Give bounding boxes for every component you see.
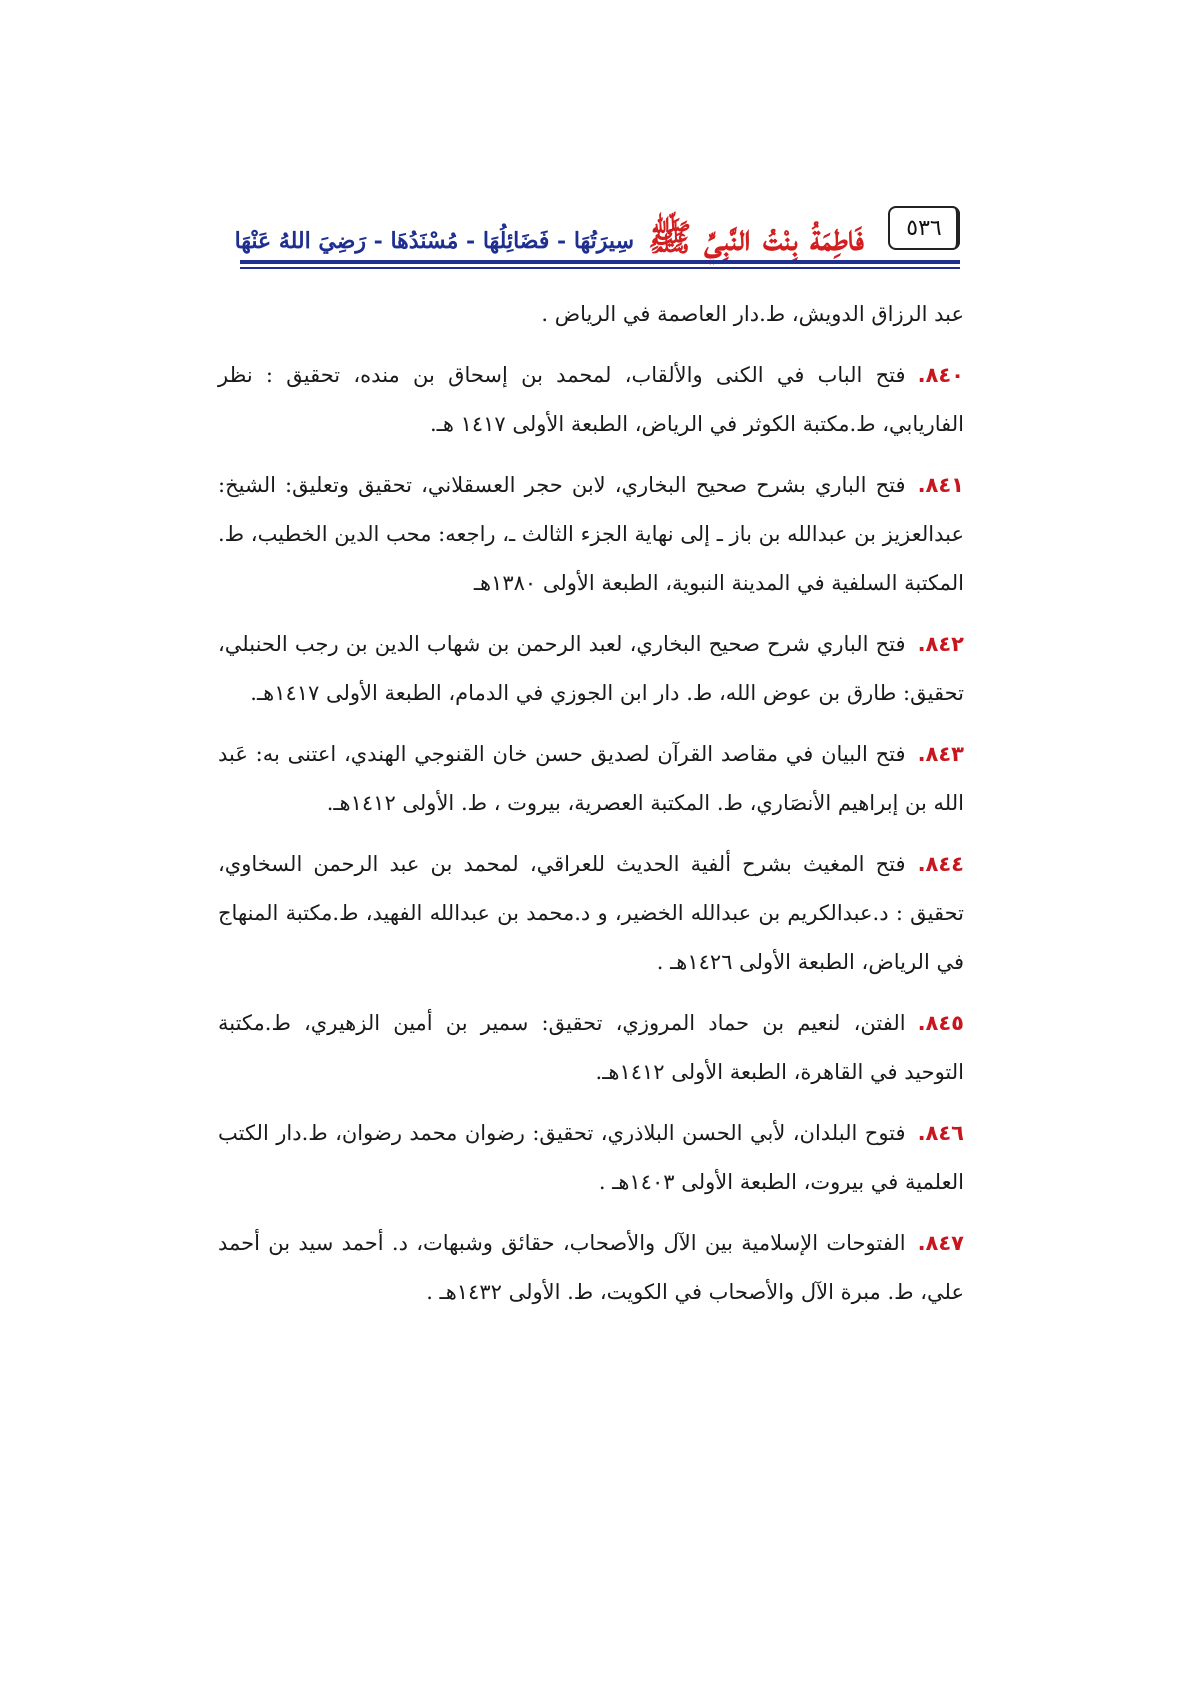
bibliography-entry <box>218 1109 964 1207</box>
bibliography-entry <box>218 351 964 449</box>
entry-text: فتح البيان في مقاصد القرآن لصديق حسن خان القنوجي الهندي، اعتنى به: عَبد الله بن إبراهيم الأنصَاري، ط. المكتبة العصرية، بيروت ، ط. الأولى ١٤١٢هـ. <box>218 742 964 815</box>
header-rule <box>240 260 960 264</box>
entry-number: ٨٤٠. <box>917 363 964 387</box>
running-title <box>234 198 864 259</box>
entry-number: ٨٤٢. <box>917 632 964 656</box>
book-title: فَاطِمَةُ بِنْتُ النَّبِيِّ ﷺ <box>648 217 864 259</box>
bibliography-entry <box>218 840 964 987</box>
bibliography-entry <box>218 461 964 608</box>
header-rule-thin <box>240 267 960 269</box>
entry-text: فتوح البلدان، لأبي الحسن البلاذري، تحقيق: رضوان محمد رضوان، ط.دار الكتب العلمية في بيروت، الطبعة الأولى ١٤٠٣هـ . <box>218 1121 964 1194</box>
bibliography-entry <box>218 730 964 828</box>
entry-number: ٨٤٥. <box>917 1011 964 1035</box>
bibliography-entry <box>218 999 964 1097</box>
entry-number: ٨٤٣. <box>917 742 964 766</box>
entry-text: الفتوحات الإسلامية بين الآل والأصحاب، حقائق وشبهات، د. أحمد سيد بن أحمد علي، ط. مبرة الآل والأصحاب في الكويت، ط. الأولى ١٤٣٢هـ . <box>218 1231 964 1304</box>
entry-number: ٨٤٦. <box>917 1121 964 1145</box>
bibliography-entry <box>218 1219 964 1317</box>
entry-number: ٨٤٤. <box>917 852 964 876</box>
book-subtitle: سِيرَتُهَا - فَضَائِلُهَا - مُسْنَدُهَا - رَضِيَ اللهُ عَنْهَا <box>234 228 634 254</box>
bibliography-list <box>218 290 964 1329</box>
page-number: ٥٣٦ <box>888 206 960 250</box>
page-header <box>234 198 960 282</box>
entry-text: الفتن، لنعيم بن حماد المروزي، تحقيق: سمير بن أمين الزهيري، ط.مكتبة التوحيد في القاهرة، الطبعة الأولى ١٤١٢هـ. <box>218 1011 964 1084</box>
entry-number: ٨٤٧. <box>917 1231 964 1255</box>
entry-text: فتح الباري بشرح صحيح البخاري، لابن حجر العسقلاني، تحقيق وتعليق: الشيخ: عبدالعزيز بن عبدالله بن باز ـ إلى نهاية الجزء الثالث ـ، راجعه: محب الدين الخطيب، ط. المكتبة السلفية في المدينة النبوية، الطبعة الأولى ١٣٨٠هـ <box>218 473 964 595</box>
continued-entry-text: عبد الرزاق الدويش، ط.دار العاصمة في الرياض . <box>541 302 964 326</box>
entry-number: ٨٤١. <box>917 473 964 497</box>
entry-text: فتح الباب في الكنى والألقاب، لمحمد بن إسحاق بن منده، تحقيق : نظر الفاريابي، ط.مكتبة الكوثر في الرياض، الطبعة الأولى ١٤١٧ هـ. <box>218 363 964 436</box>
bibliography-entry <box>218 620 964 718</box>
entry-text: فتح الباري شرح صحيح البخاري، لعبد الرحمن بن شهاب الدين بن رجب الحنبلي، تحقيق: طارق بن عوض الله، ط. دار ابن الجوزي في الدمام، الطبعة الأولى ١٤١٧هـ. <box>218 632 964 705</box>
entry-text: فتح المغيث بشرح ألفية الحديث للعراقي، لمحمد بن عبد الرحمن السخاوي، تحقيق : د.عبدالكريم بن عبدالله الخضير، و د.محمد بن عبدالله الفهيد، ط.مكتبة المنهاج في الرياض، الطبعة الأولى ١٤٢٦هـ . <box>218 852 964 974</box>
